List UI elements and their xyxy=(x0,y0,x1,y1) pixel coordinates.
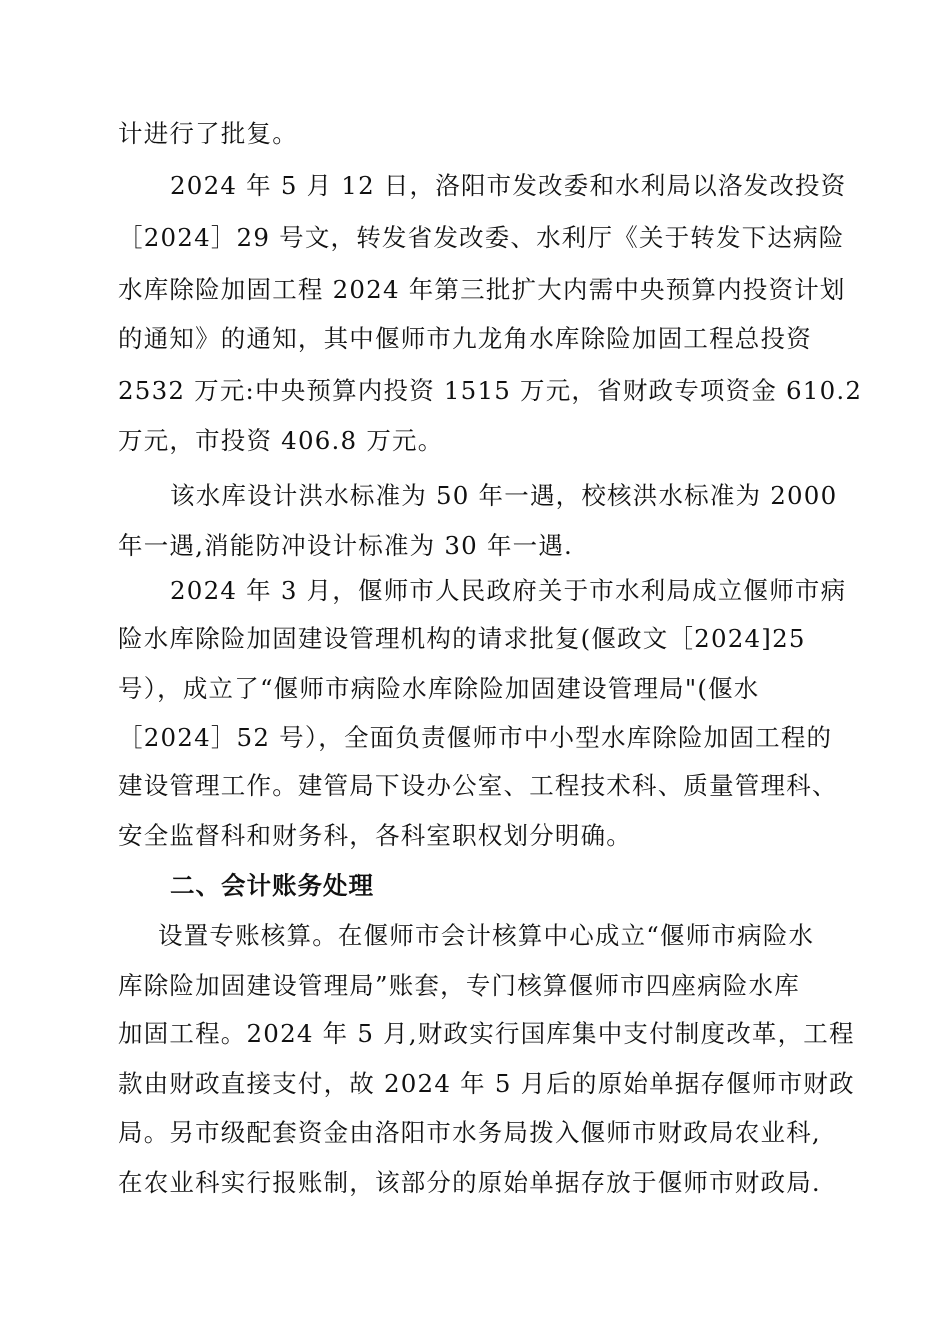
paragraph-line-9: 年一遇,消能防冲设计标准为 30 年一遇. xyxy=(118,531,574,560)
paragraph-line-11: 险水库除险加固建设管理机构的请求批复(偃政文［2024]25 xyxy=(118,624,806,653)
paragraph-line-13: ［2024］52 号），全面负责偃师市中小型水库除险加固工程的 xyxy=(118,723,833,752)
paragraph-line-6: 2532 万元:中央预算内投资 1515 万元，省财政专项资金 610.2 xyxy=(118,376,863,405)
paragraph-line-18: 库除险加固建设管理局”账套，专门核算偃师市四座病险水库 xyxy=(118,971,800,1000)
paragraph-line-15: 安全监督科和财务科，各科室职权划分明确。 xyxy=(118,821,632,850)
paragraph-line-21: 局。另市级配套资金由洛阳市水务局拨入偃师市财政局农业科, xyxy=(118,1118,821,1147)
paragraph-line-5: 的通知》的通知，其中偃师市九龙角水库除险加固工程总投资 xyxy=(118,324,812,353)
paragraph-line-14: 建设管理工作。建管局下设办公室、工程技术科、质量管理科、 xyxy=(118,771,838,800)
paragraph-line-17: 设置专账核算。在偃师市会计核算中心成立“偃师市病险水 xyxy=(158,921,815,950)
paragraph-line-2: 2024 年 5 月 12 日，洛阳市发改委和水利局以洛发改投资 xyxy=(170,171,847,200)
paragraph-line-4: 水库除险加固工程 2024 年第三批扩大内需中央预算内投资计划 xyxy=(118,275,846,304)
paragraph-line-8: 该水库设计洪水标准为 50 年一遇，校核洪水标准为 2000 xyxy=(170,481,838,510)
paragraph-line-22: 在农业科实行报账制，该部分的原始单据存放于偃师市财政局. xyxy=(118,1168,821,1197)
paragraph-line-3: ［2024］29 号文，转发省发改委、水利厅《关于转发下达病险 xyxy=(118,223,845,252)
paragraph-line-19: 加固工程。2024 年 5 月,财政实行国库集中支付制度改革，工程 xyxy=(118,1019,855,1048)
paragraph-line-12: 号），成立了“偃师市病险水库除险加固建设管理局"(偃水 xyxy=(118,674,760,703)
paragraph-line-20: 款由财政直接支付，故 2024 年 5 月后的原始单据存偃师市财政 xyxy=(118,1069,855,1098)
paragraph-line-10: 2024 年 3 月，偃师市人民政府关于市水利局成立偃师市病 xyxy=(170,576,847,605)
paragraph-line-1: 计进行了批复。 xyxy=(118,119,298,148)
section-heading: 二、会计账务处理 xyxy=(170,871,374,900)
paragraph-line-7: 万元，市投资 406.8 万元。 xyxy=(118,426,444,455)
